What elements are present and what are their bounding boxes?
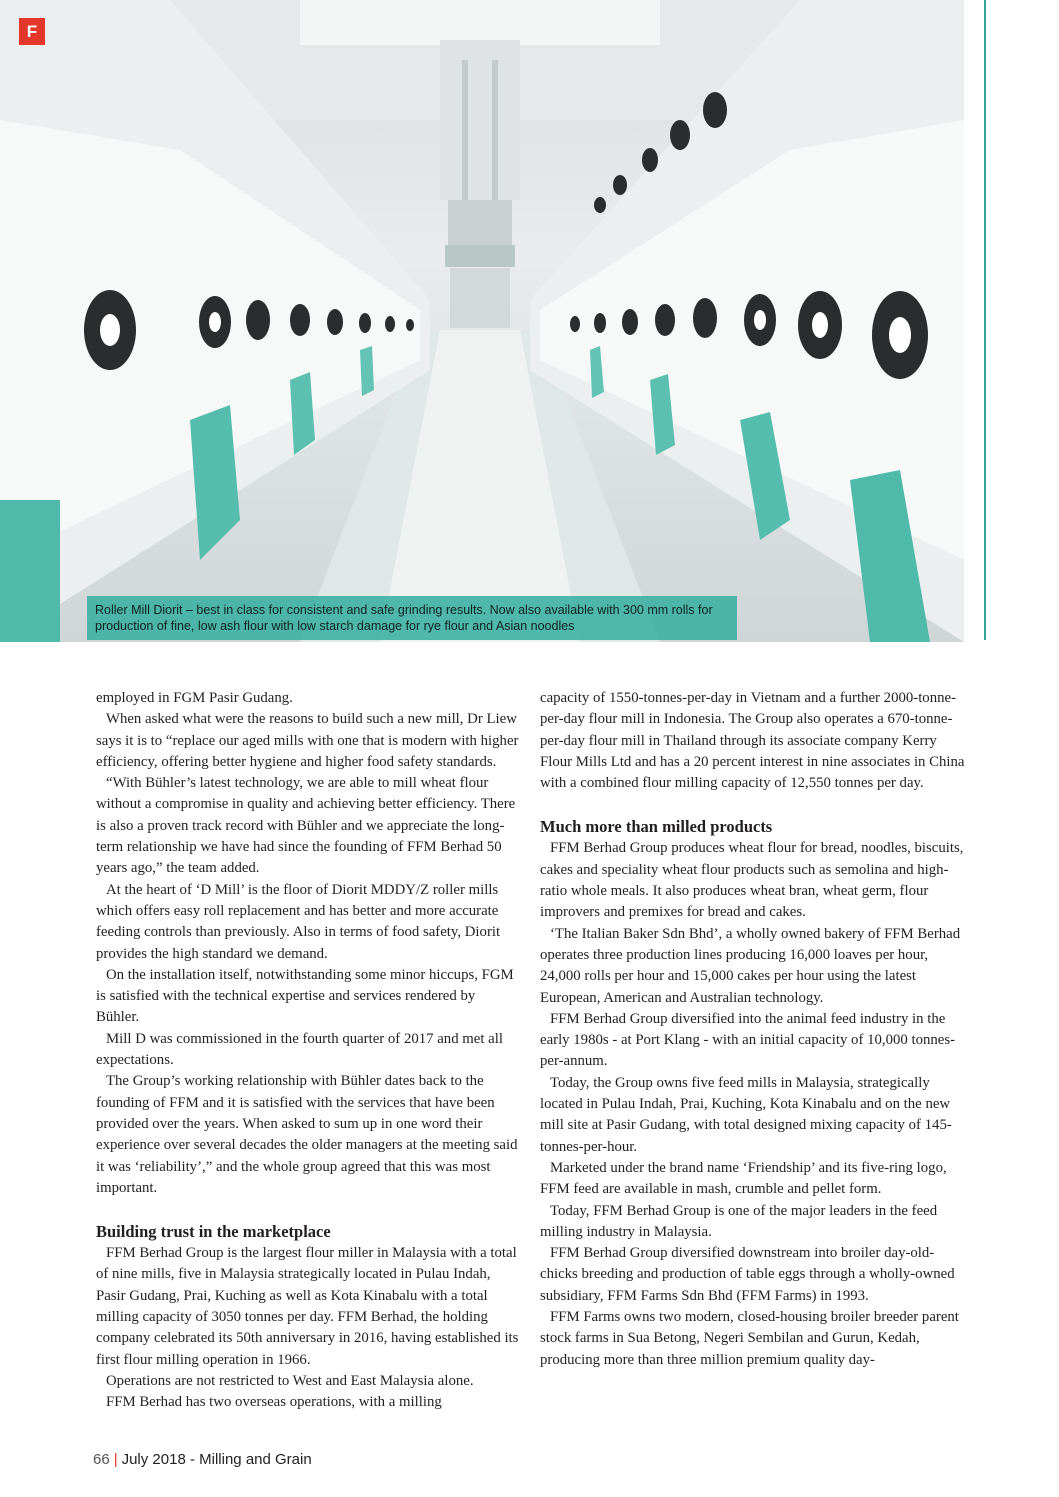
article-paragraph: FFM Berhad Group diversified into the animal feed industry in the early 1980s - at Port Klang - with an initial capacity of 10,000 tonnes-per-annum. <box>540 1010 956 1070</box>
article-paragraph: FFM Berhad Group is the largest flour miller in Malaysia with a total of nine mills, five in Malaysia strategically located in Pulau Indah, Pasir Gudang, Prai, Kuching as well as Kota Kinabalu with a total milling capacity of 3050 tonnes per day. FFM Berhad, the holding company celebrated its 50th anniversary in 2016, having established its first flour milling operation in 1966. <box>96 1245 519 1368</box>
paragraph-spacer <box>540 794 966 815</box>
article-paragraph: employed in FGM Pasir Gudang. <box>96 690 293 706</box>
issue-title: July 2018 - Milling and Grain <box>121 1451 312 1468</box>
article-left-column <box>96 688 521 1414</box>
article-paragraph: On the installation itself, notwithstanding some minor hiccups, FGM is satisfied with the technical expertise and services rendered by Bühler. <box>96 966 514 1026</box>
subheading: Much more than milled products <box>540 817 773 837</box>
article-paragraph: “With Bühler’s latest technology, we are able to mill wheat flour without a compromise in quality and achieving better efficiency. There is also a proven track record with Bühler and we appreciate the long-term relationship we have had since the founding of FFM Berhad 50 years ago,” the team added. <box>96 775 516 877</box>
article-paragraph: FFM Berhad has two overseas operations, with a milling <box>106 1394 442 1411</box>
article-right-column <box>540 688 966 1371</box>
article-paragraph: ‘The Italian Baker Sdn Bhd’, a wholly owned bakery of FFM Berhad operates three production lines producing 16,000 loaves per hour, 24,000 rolls per hour and 15,000 cakes per hour using the latest European, American and Australian technology. <box>540 925 961 1006</box>
article-paragraph: When asked what were the reasons to build such a new mill, Dr Liew says it is to “replace our aged mills with one that is modern with higher efficiency, offering better hygiene and higher food safety standards. <box>96 711 519 770</box>
page-footer <box>93 1451 312 1468</box>
accent-rule <box>984 0 986 640</box>
article-paragraph: Mill D was commissioned in the fourth quarter of 2017 and met all expectations. <box>96 1030 503 1069</box>
hero-photo-roller-mills <box>0 0 964 642</box>
paragraph-spacer <box>96 1199 521 1220</box>
article-paragraph: capacity of 1550-tonnes-per-day in Vietnam and a further 2000-tonne-per-day flour mill in Indonesia. The Group also operates a 670-tonne-per-day flour mill in Thailand through its associate company Kerry Flour Mills Ltd and has a 20 percent interest in nine associates in China with a combined flour milling capacity of 12,550 tonnes per day. <box>540 690 965 792</box>
article-paragraph: Operations are not restricted to West and East Malaysia alone. <box>106 1372 474 1389</box>
article-paragraph: FFM Berhad Group diversified downstream into broiler day-old-chicks breeding and production of table eggs through a wholly-owned subsidiary, FFM Farms Sdn Bhd (FFM Farms) in 1993. <box>540 1245 955 1304</box>
article-paragraph: Today, the Group owns five feed mills in Malaysia, strategically located in Pulau Indah, Prai, Kuching, Kota Kinabalu and on the new mill site at Pasir Gudang, with total designed mixing capacity of 145-tonnes-per-hour. <box>540 1074 952 1155</box>
page-number: 66 <box>93 1451 110 1468</box>
footer-separator: | <box>113 1451 118 1468</box>
subheading: Building trust in the marketplace <box>96 1222 331 1242</box>
photo-caption: Roller Mill Diorit – best in class for consistent and safe grinding results. Now also available with 300 mm rolls for production of fine, low ash flour with low starch damage for rye flour and Asian noodles <box>87 596 737 640</box>
article-paragraph: The Group’s working relationship with Bühler dates back to the founding of FFM and it is satisfied with the services that have been provided over the years. When asked to sum up in one word their experience over several decades the older managers at the meeting said it was ‘reliability’,” and the whole group agreed that this was most important. <box>96 1073 518 1196</box>
article-paragraph: Marketed under the brand name ‘Friendship’ and its five-ring logo, FFM feed are available in mash, crumble and pellet form. <box>540 1159 947 1198</box>
article-paragraph: At the heart of ‘D Mill’ is the floor of Diorit MDDY/Z roller mills which offers easy roll replacement and has better and more accurate feeding controls than previously. Also in terms of food safety, Diorit provides the high standard we demand. <box>96 881 501 962</box>
article-paragraph: FFM Berhad Group produces wheat flour for bread, noodles, biscuits, cakes and speciality wheat flour products such as semolina and high-ratio whole meals. It also produces wheat bran, wheat germ, flour improvers and premixes for bread and cakes. <box>540 840 964 921</box>
section-badge: F <box>19 18 45 45</box>
article-paragraph: FFM Farms owns two modern, closed-housing broiler breeder parent stock farms in Sua Betong, Negeri Sembilan and Gurun, Kedah, producing more than three million premium quality day- <box>540 1309 959 1368</box>
article-paragraph: Today, FFM Berhad Group is one of the major leaders in the feed milling industry in Malaysia. <box>540 1202 938 1240</box>
mill-hall-illustration <box>0 0 964 642</box>
